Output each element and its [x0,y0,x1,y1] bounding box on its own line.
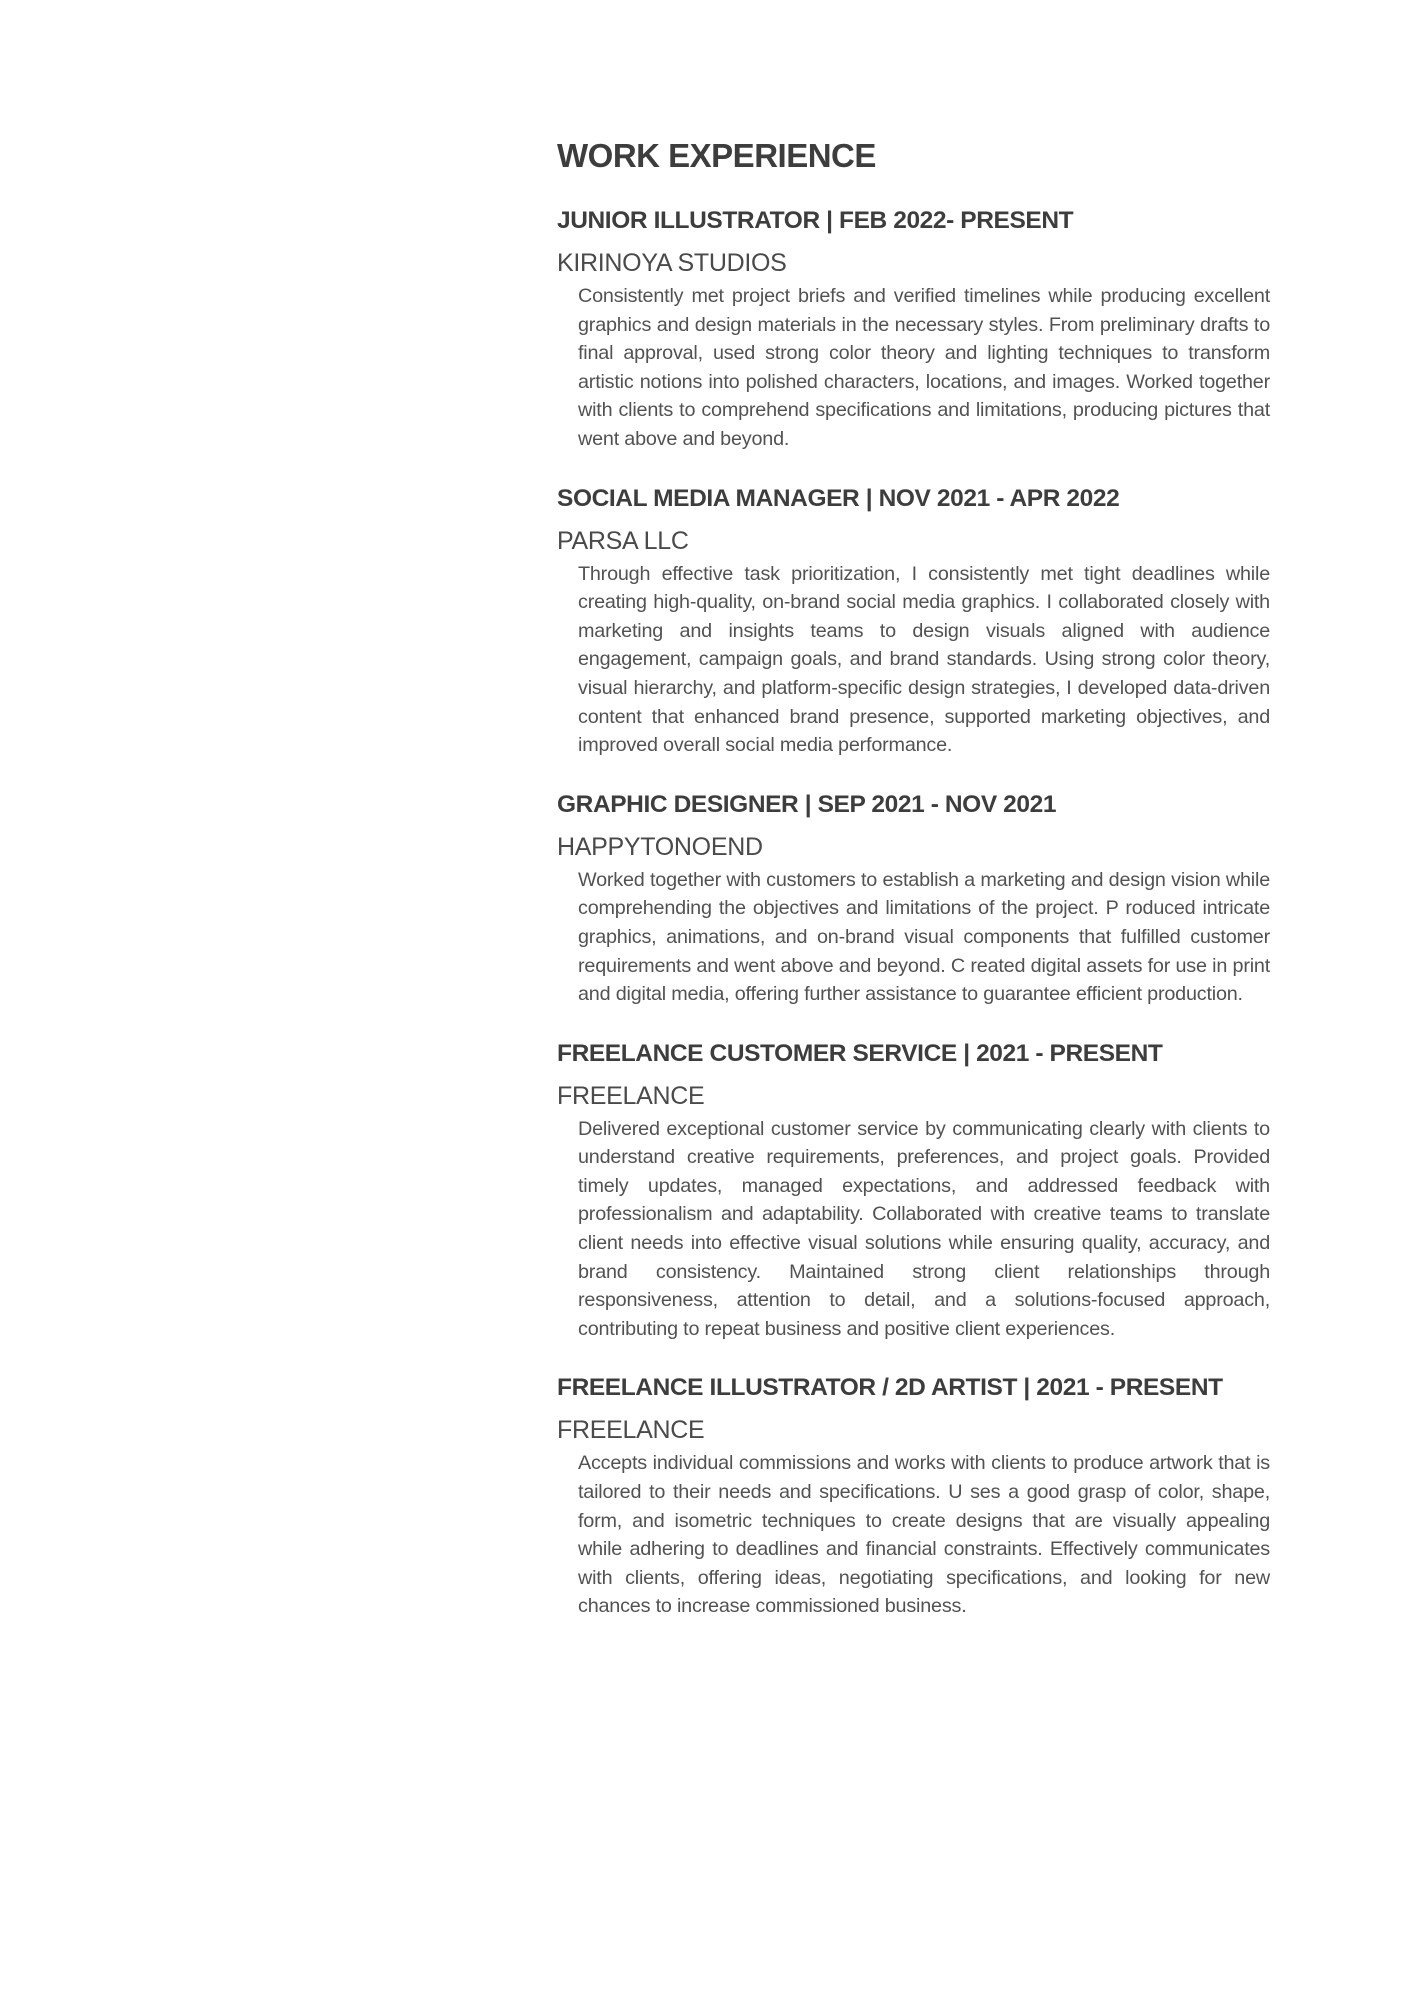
job-entry [557,484,1277,760]
job-company: FREELANCE [557,1416,705,1445]
job-company: PARSA LLC [557,526,689,555]
job-entry [557,206,1277,454]
section-title: WORK EXPERIENCE [557,137,876,174]
job-description: Consistently met project briefs and verified timelines while producing excellent graphics and design materials in the necessary styles. From preliminary drafts to final approval, used strong color theory and lighting techniques to transform artistic notions into polished characters, locations, and images. Worked together with clients to comprehend specifications and limitations, producing pictures that went above and beyond. [578,285,1270,450]
job-company: HAPPYTONOEND [557,832,763,861]
job-company: KIRINOYA STUDIOS [557,249,787,277]
job-entry [557,1039,1277,1344]
job-company: FREELANCE [557,1081,705,1110]
job-title: FREELANCE CUSTOMER SERVICE | 2021 - PRESENT [557,1039,1163,1067]
job-title: FREELANCE ILLUSTRATOR / 2D ARTIST | 2021 - PRESENT [557,1374,1223,1402]
job-title: GRAPHIC DESIGNER | SEP 2021 - NOV 2021 [557,790,1057,818]
job-title: SOCIAL MEDIA MANAGER | NOV 2021 - APR 2022 [557,484,1120,512]
job-description: Worked together with customers to establish a marketing and design vision while comprehending the objectives and limitations of the project. P roduced intricate graphics, animations, and on-brand visual components that fulfilled customer requirements and went above and beyond. C reated digital assets for use in print and digital media, offering further assistance to guarantee efficient production. [578,868,1270,1006]
job-entry [557,790,1277,1009]
job-entry [557,1373,1277,1621]
job-title: JUNIOR ILLUSTRATOR | FEB 2022- PRESENT [557,207,1074,234]
work-experience-section [557,136,1277,1651]
job-description: Accepts individual commissions and works with clients to produce artwork that is tailored to their needs and specifications. U ses a good grasp of color, shape, form, and isometric techniques to create designs that are visually appealing while adhering to deadlines and financial constraints. Effectively communicates with clients, offering ideas, negotiating specifications, and looking for new chances to increase commissioned business. [578,1452,1270,1618]
job-description: Through effective task prioritization, I consistently met tight deadlines while creating high-quality, on-brand social media graphics. I collaborated closely with marketing and insights teams to design visuals aligned with audience engagement, campaign goals, and brand standards. Using strong color theory, visual hierarchy, and platform-specific design strategies, I developed data-driven content that enhanced brand presence, supported marketing objectives, and improved overall social media performance. [578,562,1270,757]
job-description: Delivered exceptional customer service by communicating clearly with clients to understand creative requirements, preferences, and project goals. Provided timely updates, managed expectations, and addressed feedback with professionalism and adaptability. Collaborated with creative teams to translate client needs into effective visual solutions while ensuring quality, accuracy, and brand consistency. Maintained strong client relationships through responsiveness, attention to detail, and a solutions-focused approach, contributing to repeat business and positive client experiences. [578,1117,1270,1340]
